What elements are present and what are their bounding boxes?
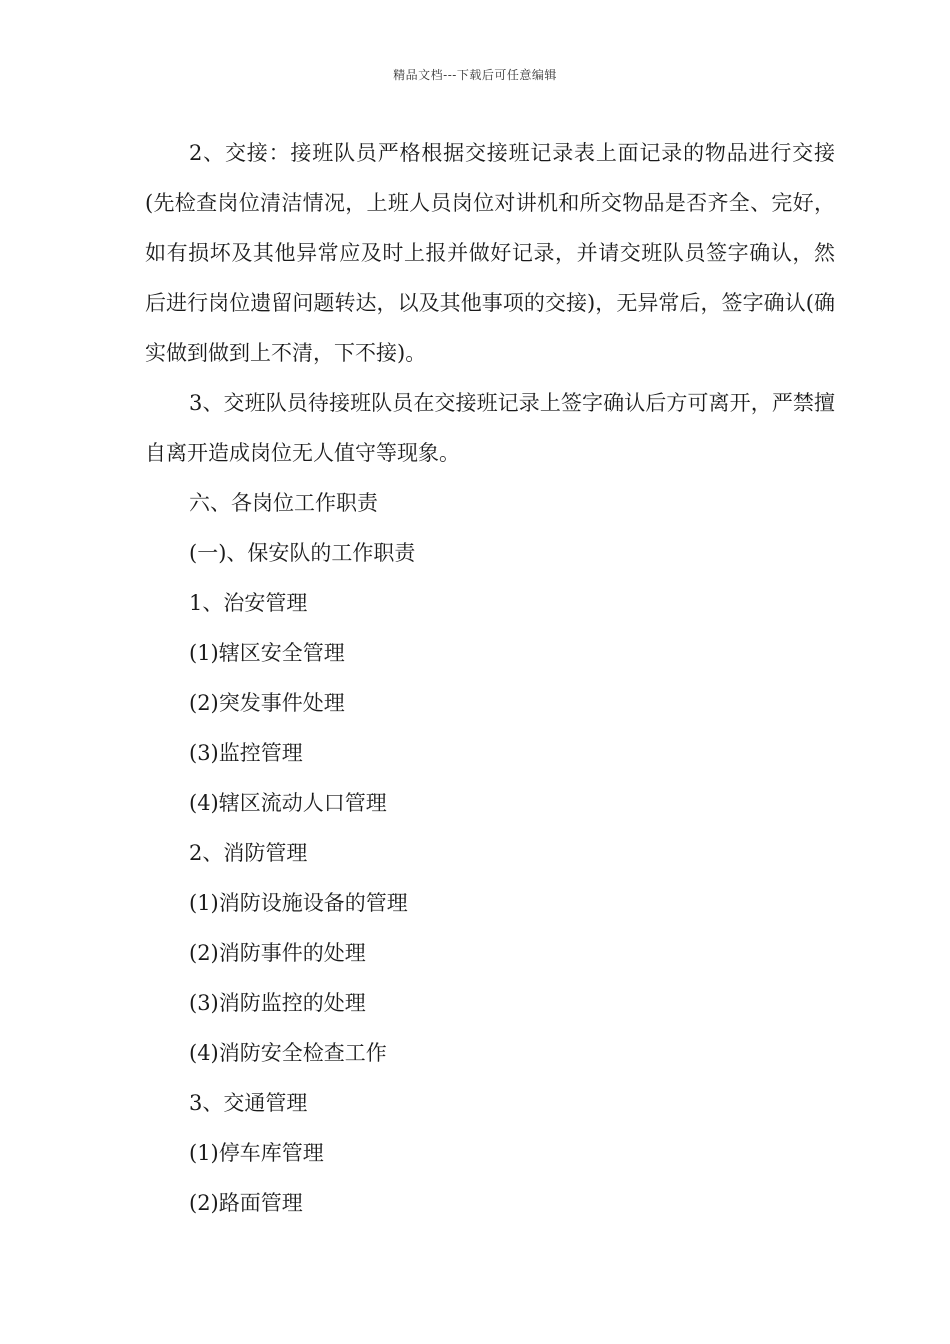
subsection-heading-security-team: (一)、保安队的工作职责 <box>189 541 416 565</box>
list-heading-traffic-management: 3、交通管理 <box>189 1091 308 1115</box>
list-item: (4)辖区流动人口管理 <box>189 791 387 815</box>
list-item: (4)消防安全检查工作 <box>189 1041 387 1065</box>
paragraph-shift-leave: 3、交班队员待接班队员在交接班记录上签字确认后方可离开，严禁擅自离开造成岗位无人值守等现象。 <box>145 391 835 465</box>
list-item: (2)突发事件处理 <box>189 691 345 715</box>
list-item: (3)监控管理 <box>189 741 303 765</box>
list-item: (1)消防设施设备的管理 <box>189 891 408 915</box>
list-item: (3)消防监控的处理 <box>189 991 366 1015</box>
list-heading-fire-management: 2、消防管理 <box>189 841 308 865</box>
list-item: (2)路面管理 <box>189 1191 303 1215</box>
list-item: (1)停车库管理 <box>189 1141 324 1165</box>
page-header: 精品文档---下载后可任意编辑 <box>393 68 557 82</box>
paragraph-handover: 2、交接：接班队员严格根据交接班记录表上面记录的物品进行交接(先检查岗位清洁情况，上班人员岗位对讲机和所交物品是否齐全、完好，如有损坏及其他异常应及时上报并做好记录，并请交班队员签字确认，然后进行岗位遗留问题转达，以及其他事项的交接)，无异常后，签字确认(确实做到做到上不清，下不接)。 <box>145 141 835 365</box>
list-item: (1)辖区安全管理 <box>189 641 345 665</box>
document-body <box>145 128 835 1228</box>
list-heading-public-security: 1、治安管理 <box>189 591 308 615</box>
section-heading-duties: 六、各岗位工作职责 <box>189 491 378 515</box>
list-item: (2)消防事件的处理 <box>189 941 366 965</box>
